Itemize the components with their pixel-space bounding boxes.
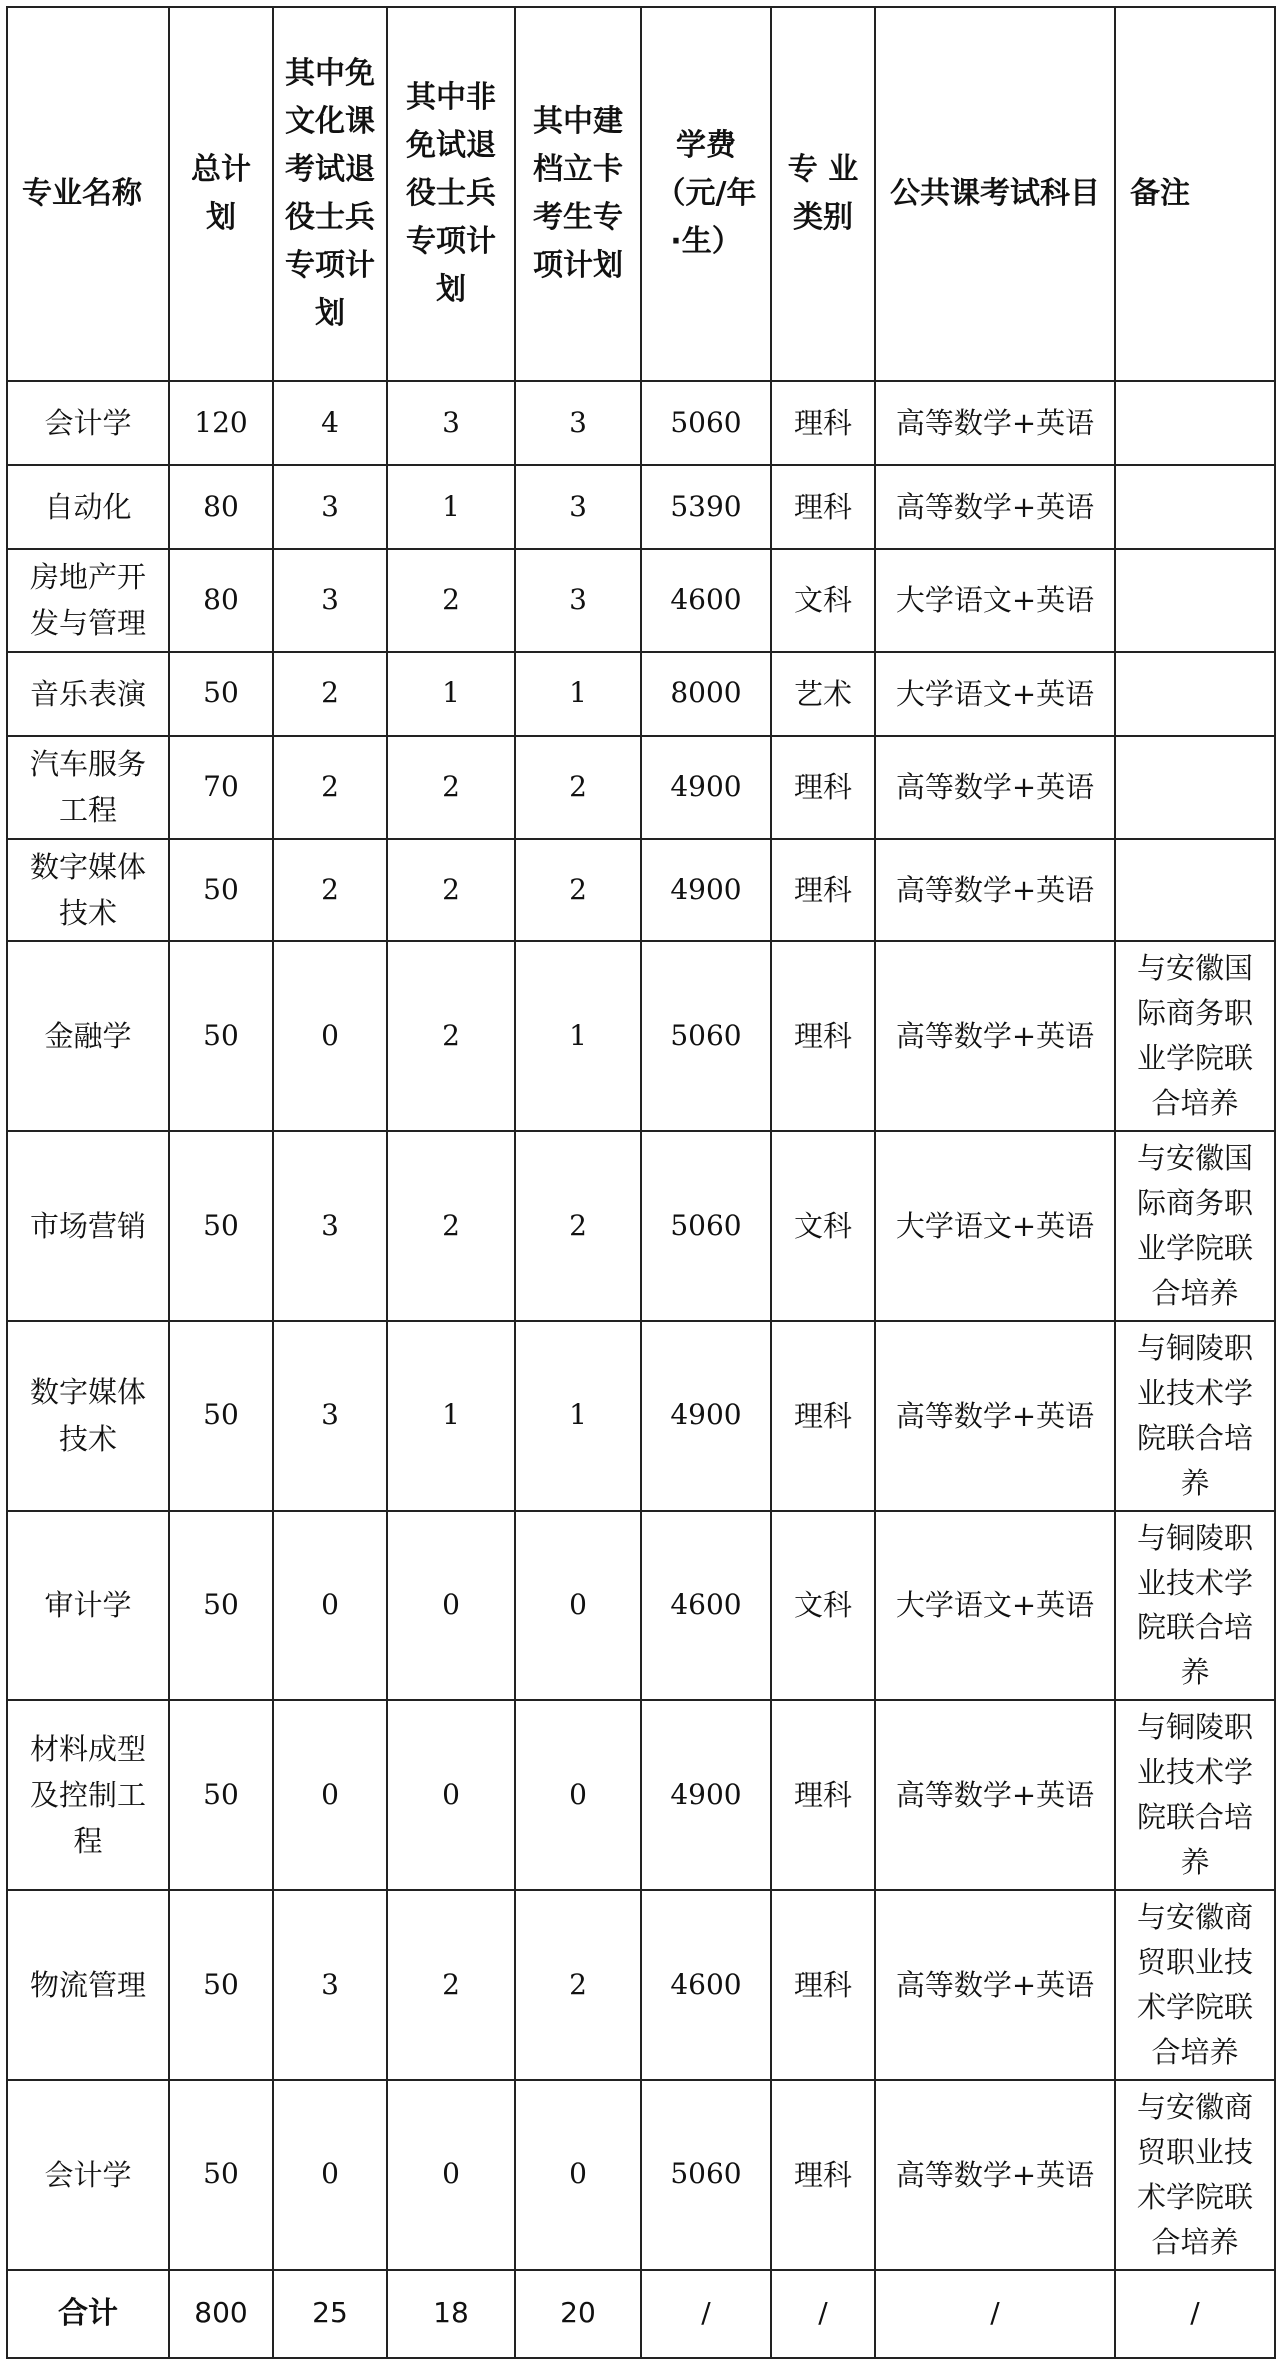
exempt-veteran-cell: 0 — [273, 1511, 387, 1701]
category-cell: 理科 — [771, 941, 875, 1131]
non-exempt-veteran-cell: 2 — [387, 1890, 515, 2080]
major-name-cell: 会计学 — [7, 381, 169, 465]
non-exempt-veteran-cell: 2 — [387, 941, 515, 1131]
exempt-veteran-cell: 0 — [273, 1700, 387, 1890]
header-poverty-plan: 其中建档立卡考生专项计划 — [515, 7, 641, 381]
remarks-cell — [1115, 839, 1275, 942]
table-row — [7, 736, 1275, 839]
exam-subjects-cell: 大学语文+英语 — [875, 652, 1115, 736]
total-plan-cell: 50 — [169, 652, 273, 736]
non-exempt-veteran-cell: 0 — [387, 1511, 515, 1701]
table-row — [7, 549, 1275, 652]
major-name-cell: 汽车服务工程 — [7, 736, 169, 839]
category-cell: 理科 — [771, 2080, 875, 2270]
subjects-total: / — [875, 2270, 1115, 2358]
exempt-veteran-cell: 2 — [273, 652, 387, 736]
header-total-plan: 总计划 — [169, 7, 273, 381]
category-total: / — [771, 2270, 875, 2358]
header-tuition: 学费（元/年·生） — [641, 7, 771, 381]
tuition-cell: 5060 — [641, 1131, 771, 1321]
category-cell: 理科 — [771, 1321, 875, 1511]
tuition-cell: 4900 — [641, 839, 771, 942]
header-exam-subjects: 公共课考试科目 — [875, 7, 1115, 381]
tuition-cell: 5060 — [641, 381, 771, 465]
poverty-plan-cell: 0 — [515, 1700, 641, 1890]
remarks-total: / — [1115, 2270, 1275, 2358]
exam-subjects-cell: 高等数学+英语 — [875, 736, 1115, 839]
tuition-cell: 5060 — [641, 941, 771, 1131]
major-name-cell: 数字媒体技术 — [7, 839, 169, 942]
exam-subjects-cell: 大学语文+英语 — [875, 1511, 1115, 1701]
remarks-cell: 与安徽国际商务职业学院联合培养 — [1115, 941, 1275, 1131]
category-cell: 理科 — [771, 465, 875, 549]
total-label: 合计 — [7, 2270, 169, 2358]
remarks-cell: 与铜陵职业技术学院联合培养 — [1115, 1321, 1275, 1511]
exempt-veteran-cell: 0 — [273, 941, 387, 1131]
poverty-plan-cell: 3 — [515, 465, 641, 549]
category-cell: 理科 — [771, 839, 875, 942]
major-name-cell: 物流管理 — [7, 1890, 169, 2080]
remarks-cell: 与铜陵职业技术学院联合培养 — [1115, 1700, 1275, 1890]
total-plan-cell: 50 — [169, 1131, 273, 1321]
total-plan-cell: 50 — [169, 1321, 273, 1511]
exempt-veteran-cell: 3 — [273, 465, 387, 549]
poverty-plan-sum: 20 — [515, 2270, 641, 2358]
tuition-cell: 5390 — [641, 465, 771, 549]
non-exempt-veteran-cell: 2 — [387, 549, 515, 652]
major-name-cell: 材料成型及控制工程 — [7, 1700, 169, 1890]
exam-subjects-cell: 大学语文+英语 — [875, 549, 1115, 652]
non-exempt-veteran-cell: 0 — [387, 2080, 515, 2270]
header-remarks: 备注 — [1115, 7, 1275, 381]
header-exempt-veteran-plan: 其中免文化课考试退役士兵专项计划 — [273, 7, 387, 381]
poverty-plan-cell: 1 — [515, 652, 641, 736]
remarks-cell: 与安徽国际商务职业学院联合培养 — [1115, 1131, 1275, 1321]
non-exempt-veteran-cell: 1 — [387, 465, 515, 549]
remarks-cell — [1115, 549, 1275, 652]
exam-subjects-cell: 高等数学+英语 — [875, 381, 1115, 465]
exempt-veteran-cell: 3 — [273, 549, 387, 652]
exempt-veteran-cell: 3 — [273, 1890, 387, 2080]
exam-subjects-cell: 高等数学+英语 — [875, 2080, 1115, 2270]
category-cell: 理科 — [771, 736, 875, 839]
exempt-veteran-cell: 2 — [273, 736, 387, 839]
table-row — [7, 2080, 1275, 2270]
non-exempt-veteran-cell: 3 — [387, 381, 515, 465]
poverty-plan-cell: 0 — [515, 2080, 641, 2270]
total-plan-cell: 50 — [169, 839, 273, 942]
exempt-veteran-cell: 2 — [273, 839, 387, 942]
total-plan-cell: 80 — [169, 465, 273, 549]
poverty-plan-cell: 2 — [515, 1131, 641, 1321]
total-plan-sum: 800 — [169, 2270, 273, 2358]
non-exempt-veteran-cell: 2 — [387, 1131, 515, 1321]
table-row — [7, 465, 1275, 549]
exam-subjects-cell: 高等数学+英语 — [875, 941, 1115, 1131]
tuition-cell: 4900 — [641, 1321, 771, 1511]
exam-subjects-cell: 高等数学+英语 — [875, 1890, 1115, 2080]
poverty-plan-cell: 2 — [515, 1890, 641, 2080]
total-plan-cell: 50 — [169, 1511, 273, 1701]
category-cell: 理科 — [771, 381, 875, 465]
category-cell: 文科 — [771, 1131, 875, 1321]
non-exempt-veteran-cell: 0 — [387, 1700, 515, 1890]
exam-subjects-cell: 高等数学+英语 — [875, 839, 1115, 942]
tuition-cell: 4600 — [641, 1511, 771, 1701]
exempt-veteran-cell: 3 — [273, 1131, 387, 1321]
exam-subjects-cell: 高等数学+英语 — [875, 465, 1115, 549]
header-major-name: 专业名称 — [7, 7, 169, 381]
major-name-cell: 房地产开发与管理 — [7, 549, 169, 652]
table-row — [7, 839, 1275, 942]
exam-subjects-cell: 大学语文+英语 — [875, 1131, 1115, 1321]
remarks-cell: 与安徽商贸职业技术学院联合培养 — [1115, 2080, 1275, 2270]
major-name-cell: 音乐表演 — [7, 652, 169, 736]
enrollment-plan-table — [6, 6, 1276, 2359]
total-plan-cell: 50 — [169, 941, 273, 1131]
poverty-plan-cell: 1 — [515, 1321, 641, 1511]
enrollment-plan-sheet — [6, 6, 1274, 2331]
poverty-plan-cell: 3 — [515, 381, 641, 465]
non-exempt-veteran-cell: 1 — [387, 652, 515, 736]
non-exempt-veteran-cell: 2 — [387, 839, 515, 942]
table-row — [7, 1890, 1275, 2080]
total-row — [7, 2270, 1275, 2358]
total-plan-cell: 50 — [169, 2080, 273, 2270]
major-name-cell: 市场营销 — [7, 1131, 169, 1321]
tuition-cell: 4600 — [641, 1890, 771, 2080]
tuition-total: / — [641, 2270, 771, 2358]
total-plan-cell: 50 — [169, 1890, 273, 2080]
exempt-veteran-cell: 4 — [273, 381, 387, 465]
exam-subjects-cell: 高等数学+英语 — [875, 1700, 1115, 1890]
poverty-plan-cell: 3 — [515, 549, 641, 652]
table-row — [7, 1700, 1275, 1890]
table-row — [7, 941, 1275, 1131]
major-name-cell: 会计学 — [7, 2080, 169, 2270]
remarks-cell — [1115, 736, 1275, 839]
category-cell: 文科 — [771, 1511, 875, 1701]
poverty-plan-cell: 0 — [515, 1511, 641, 1701]
total-plan-cell: 70 — [169, 736, 273, 839]
table-row — [7, 652, 1275, 736]
remarks-cell — [1115, 652, 1275, 736]
non-exempt-veteran-sum: 18 — [387, 2270, 515, 2358]
tuition-cell: 8000 — [641, 652, 771, 736]
remarks-cell: 与安徽商贸职业技术学院联合培养 — [1115, 1890, 1275, 2080]
non-exempt-veteran-cell: 1 — [387, 1321, 515, 1511]
header-non-exempt-veteran-plan: 其中非免试退役士兵专项计划 — [387, 7, 515, 381]
remarks-cell: 与铜陵职业技术学院联合培养 — [1115, 1511, 1275, 1701]
total-plan-cell: 80 — [169, 549, 273, 652]
tuition-cell: 5060 — [641, 2080, 771, 2270]
exempt-veteran-sum: 25 — [273, 2270, 387, 2358]
major-name-cell: 审计学 — [7, 1511, 169, 1701]
tuition-cell: 4600 — [641, 549, 771, 652]
major-name-cell: 自动化 — [7, 465, 169, 549]
major-name-cell: 数字媒体技术 — [7, 1321, 169, 1511]
header-category: 专 业类别 — [771, 7, 875, 381]
tuition-cell: 4900 — [641, 736, 771, 839]
tuition-cell: 4900 — [641, 1700, 771, 1890]
poverty-plan-cell: 1 — [515, 941, 641, 1131]
total-plan-cell: 120 — [169, 381, 273, 465]
exempt-veteran-cell: 3 — [273, 1321, 387, 1511]
exempt-veteran-cell: 0 — [273, 2080, 387, 2270]
total-plan-cell: 50 — [169, 1700, 273, 1890]
remarks-cell — [1115, 381, 1275, 465]
poverty-plan-cell: 2 — [515, 736, 641, 839]
remarks-cell — [1115, 465, 1275, 549]
category-cell: 理科 — [771, 1700, 875, 1890]
category-cell: 艺术 — [771, 652, 875, 736]
table-row — [7, 381, 1275, 465]
non-exempt-veteran-cell: 2 — [387, 736, 515, 839]
exam-subjects-cell: 高等数学+英语 — [875, 1321, 1115, 1511]
major-name-cell: 金融学 — [7, 941, 169, 1131]
table-row — [7, 1321, 1275, 1511]
poverty-plan-cell: 2 — [515, 839, 641, 942]
category-cell: 理科 — [771, 1890, 875, 2080]
table-row — [7, 1511, 1275, 1701]
category-cell: 文科 — [771, 549, 875, 652]
header-row — [7, 7, 1275, 381]
table-row — [7, 1131, 1275, 1321]
